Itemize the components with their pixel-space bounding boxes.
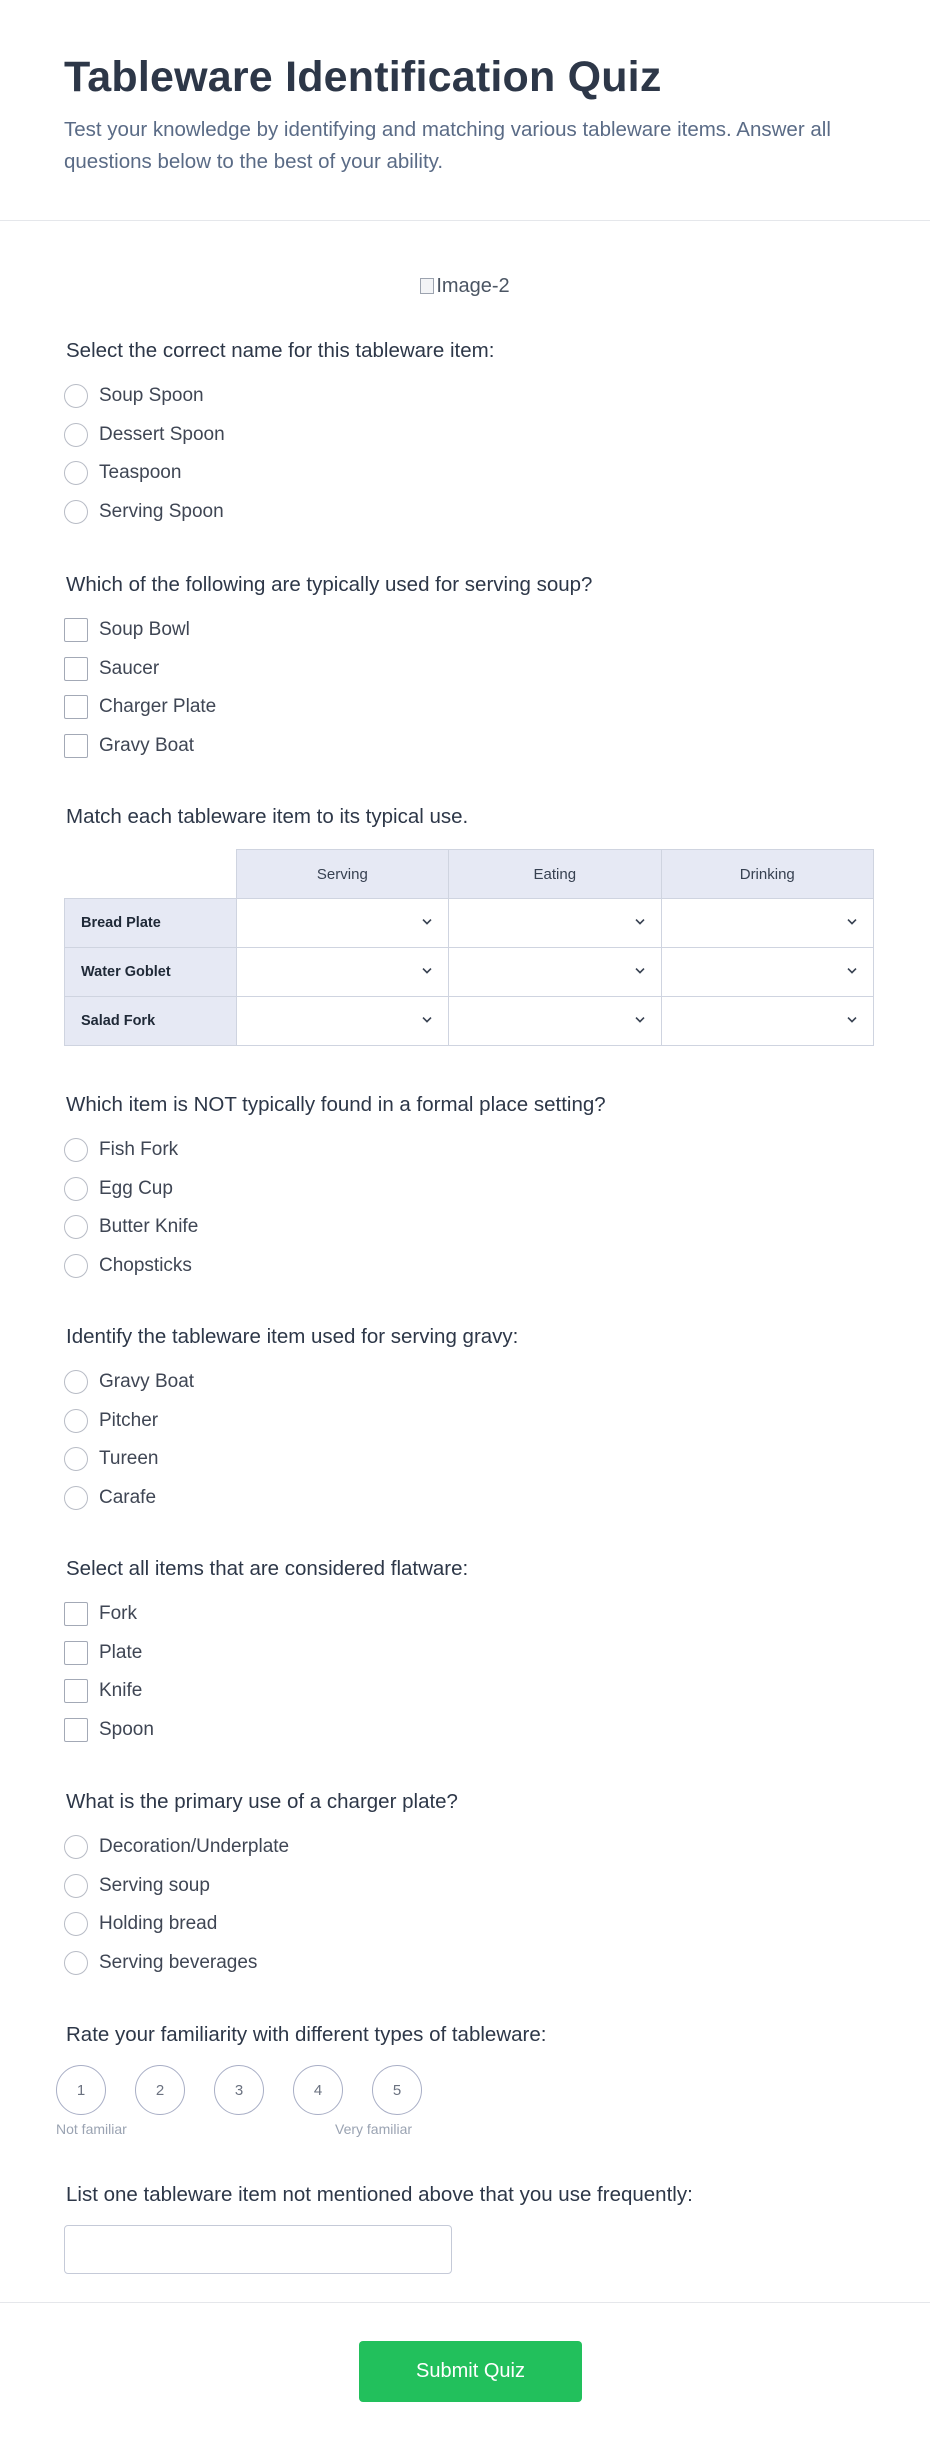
option-label: Fork <box>99 1603 137 1625</box>
option-label: Knife <box>99 1680 143 1702</box>
checkbox[interactable] <box>64 695 88 719</box>
q1-option-serving-spoon[interactable] <box>64 493 874 532</box>
submit-quiz-button[interactable]: Submit Quiz <box>359 2341 582 2402</box>
option-label: Gravy Boat <box>99 1371 195 1393</box>
question-8-title: Rate your familiarity with different types of tableware: <box>66 2023 547 2046</box>
checkbox[interactable] <box>64 1679 88 1703</box>
matrix-select[interactable] <box>661 997 874 1046</box>
q5-option-tureen[interactable] <box>64 1440 874 1479</box>
option-label: Pitcher <box>99 1409 159 1431</box>
rating-option-1[interactable]: 1 <box>56 2065 106 2115</box>
q2-option-soup-bowl[interactable] <box>64 611 874 650</box>
option-label: Teaspoon <box>99 462 182 484</box>
radio-button[interactable] <box>64 1215 88 1239</box>
question-4 <box>64 1091 874 1285</box>
rating-min-label: Not familiar <box>56 2121 127 2137</box>
option-label: Decoration/Underplate <box>99 1836 290 1858</box>
checkbox[interactable] <box>64 618 88 642</box>
q6-option-knife[interactable] <box>64 1672 874 1711</box>
matrix-column-serving: Serving <box>236 850 448 899</box>
q2-option-saucer[interactable] <box>64 650 874 689</box>
option-label: Serving Spoon <box>99 500 224 522</box>
q4-option-fish-fork[interactable] <box>64 1131 874 1170</box>
chevron-down-icon <box>633 964 647 978</box>
q6-option-fork[interactable] <box>64 1595 874 1634</box>
chevron-down-icon <box>420 1013 434 1027</box>
question-3-title: Match each tableware item to its typical use. <box>66 805 469 828</box>
radio-button[interactable] <box>64 1486 88 1510</box>
option-label: Serving beverages <box>99 1951 258 1973</box>
radio-button[interactable] <box>64 1370 88 1394</box>
option-label: Butter Knife <box>99 1216 199 1238</box>
matrix-select[interactable] <box>449 948 661 997</box>
option-label: Plate <box>99 1641 143 1663</box>
matrix-row-bread-plate: Bread Plate <box>65 899 237 948</box>
q5-option-pitcher[interactable] <box>64 1402 874 1441</box>
option-label: Holding bread <box>99 1913 218 1935</box>
matrix-row-salad-fork: Salad Fork <box>65 997 237 1046</box>
checkbox[interactable] <box>64 1641 88 1665</box>
q5-option-gravy-boat[interactable] <box>64 1363 874 1402</box>
matrix-select[interactable] <box>449 997 661 1046</box>
option-label: Chopsticks <box>99 1254 192 1276</box>
chevron-down-icon <box>845 964 859 978</box>
option-label: Soup Bowl <box>99 619 190 641</box>
chevron-down-icon <box>845 1013 859 1027</box>
question-1 <box>64 337 874 531</box>
matrix-select[interactable] <box>449 899 661 948</box>
option-label: Charger Plate <box>99 696 217 718</box>
q2-option-gravy-boat[interactable] <box>64 727 874 766</box>
quiz-footer <box>0 2302 930 2450</box>
option-label: Fish Fork <box>99 1139 179 1161</box>
tableware-image <box>0 272 930 300</box>
matrix-row-water-goblet: Water Goblet <box>65 948 237 997</box>
tableware-text-input[interactable] <box>64 2225 452 2274</box>
page-subtitle: Test your knowledge by identifying and matching various tableware items. Answer all questions below to the best of your ability. <box>64 118 831 173</box>
radio-button[interactable] <box>64 1835 88 1859</box>
radio-button[interactable] <box>64 1912 88 1936</box>
chevron-down-icon <box>633 1013 647 1027</box>
q7-option-holding-bread[interactable] <box>64 1905 874 1944</box>
option-label: Saucer <box>99 657 160 679</box>
matrix-column-drinking: Drinking <box>661 850 874 899</box>
checkbox[interactable] <box>64 657 88 681</box>
rating-option-4[interactable]: 4 <box>293 2065 343 2115</box>
option-label: Tureen <box>99 1448 159 1470</box>
q6-option-spoon[interactable] <box>64 1711 874 1750</box>
radio-button[interactable] <box>64 1177 88 1201</box>
image-alt-text: Image-2 <box>436 275 510 297</box>
checkbox[interactable] <box>64 734 88 758</box>
q4-option-egg-cup[interactable] <box>64 1170 874 1209</box>
option-label: Carafe <box>99 1486 157 1508</box>
quiz-header <box>0 0 930 221</box>
radio-button[interactable] <box>64 1254 88 1278</box>
question-9-title: List one tableware item not mentioned above that you use frequently: <box>66 2183 693 2206</box>
rating-option-2[interactable]: 2 <box>135 2065 185 2115</box>
checkbox[interactable] <box>64 1718 88 1742</box>
option-label: Dessert Spoon <box>99 423 225 445</box>
matrix-select[interactable] <box>661 899 874 948</box>
question-7-title: What is the primary use of a charger plate? <box>66 1790 458 1813</box>
question-7 <box>64 1788 874 1982</box>
question-4-title: Which item is NOT typically found in a formal place setting? <box>66 1093 606 1116</box>
rating-max-label: Very familiar <box>335 2121 413 2137</box>
question-9 <box>64 2181 874 2274</box>
q7-option-serving-beverages[interactable] <box>64 1944 874 1983</box>
question-2-title: Which of the following are typically used for serving soup? <box>66 573 593 596</box>
rating-option-5[interactable]: 5 <box>372 2065 422 2115</box>
radio-button[interactable] <box>64 384 88 408</box>
matrix-column-eating: Eating <box>449 850 661 899</box>
option-label: Egg Cup <box>99 1177 173 1199</box>
question-5-title: Identify the tableware item used for serving gravy: <box>66 1325 519 1348</box>
radio-button[interactable] <box>64 461 88 485</box>
chevron-down-icon <box>420 915 434 929</box>
chevron-down-icon <box>420 964 434 978</box>
q1-option-soup-spoon[interactable] <box>64 377 874 416</box>
radio-button[interactable] <box>64 1138 88 1162</box>
checkbox[interactable] <box>64 1602 88 1626</box>
matching-matrix <box>64 849 874 1046</box>
question-3 <box>64 803 874 1046</box>
matrix-select[interactable] <box>236 899 448 948</box>
q5-option-carafe[interactable] <box>64 1479 874 1518</box>
matrix-corner <box>65 850 237 899</box>
radio-button[interactable] <box>64 1409 88 1433</box>
q7-option-decoration[interactable] <box>64 1828 874 1867</box>
option-label: Spoon <box>99 1718 154 1740</box>
q7-option-serving-soup[interactable] <box>64 1867 874 1906</box>
page-title: Tableware Identification Quiz <box>64 53 662 101</box>
matrix-select[interactable] <box>236 948 448 997</box>
option-label: Serving soup <box>99 1874 210 1896</box>
rating-labels <box>56 2121 874 2141</box>
radio-button[interactable] <box>64 1447 88 1471</box>
question-5 <box>64 1323 874 1517</box>
chevron-down-icon <box>633 915 647 929</box>
question-6 <box>64 1555 874 1749</box>
question-2 <box>64 571 874 765</box>
question-1-title: Select the correct name for this tableware item: <box>66 339 495 362</box>
q1-option-teaspoon[interactable] <box>64 454 874 493</box>
radio-button[interactable] <box>64 1951 88 1975</box>
broken-image-icon <box>420 278 434 294</box>
chevron-down-icon <box>845 915 859 929</box>
rating-scale <box>56 2065 874 2115</box>
rating-option-3[interactable]: 3 <box>214 2065 264 2115</box>
q6-option-plate[interactable] <box>64 1634 874 1673</box>
radio-button[interactable] <box>64 500 88 524</box>
q1-option-dessert-spoon[interactable] <box>64 416 874 455</box>
matrix-select[interactable] <box>236 997 448 1046</box>
question-8 <box>56 2021 874 2141</box>
q2-option-charger-plate[interactable] <box>64 688 874 727</box>
q4-option-butter-knife[interactable] <box>64 1208 874 1247</box>
option-label: Soup Spoon <box>99 385 204 407</box>
question-6-title: Select all items that are considered flatware: <box>66 1557 469 1580</box>
option-label: Gravy Boat <box>99 734 195 756</box>
matrix-select[interactable] <box>661 948 874 997</box>
radio-button[interactable] <box>64 423 88 447</box>
radio-button[interactable] <box>64 1874 88 1898</box>
q4-option-chopsticks[interactable] <box>64 1247 874 1286</box>
